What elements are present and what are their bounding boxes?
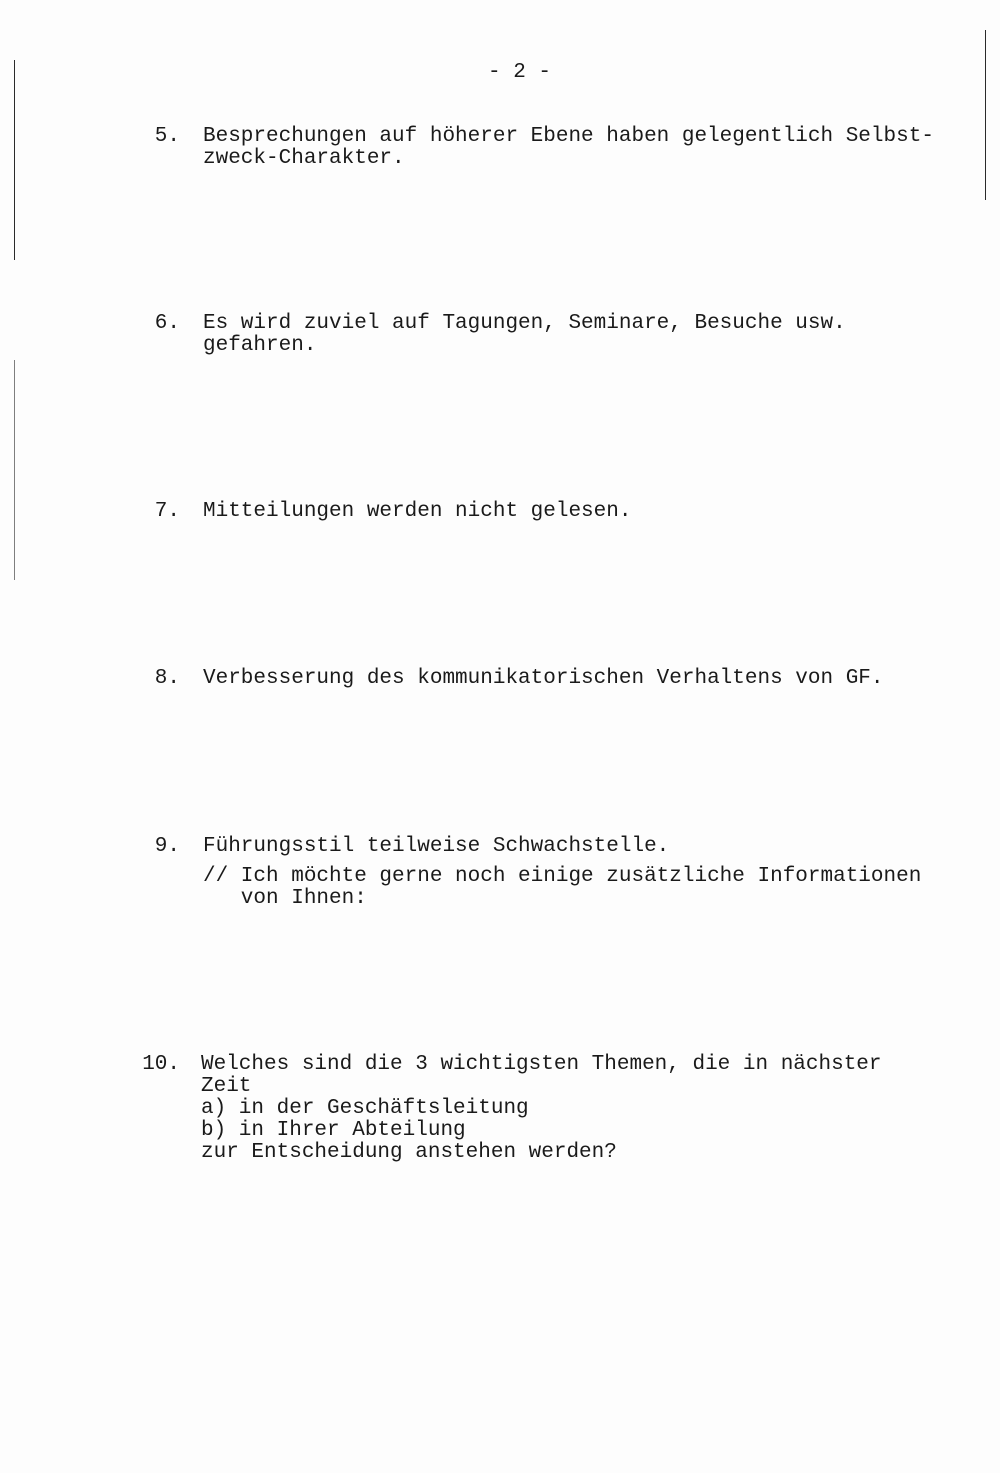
question-number: 9. [154, 835, 180, 858]
scan-edge-left [14, 60, 15, 260]
scan-edge-left-lower [14, 360, 15, 580]
question-number: 10. [142, 1053, 180, 1076]
question-text-line: b) in Ihrer Abteilung [201, 1119, 466, 1142]
scan-edge-right [985, 30, 986, 200]
question-number: 5. [154, 125, 180, 148]
page-number: - 2 - [488, 61, 552, 84]
question-number: 6. [154, 312, 180, 335]
question-text-line: Mitteilungen werden nicht gelesen. [203, 500, 632, 523]
question-text-line: Verbesserung des kommunikatorischen Verhaltens von GF. [203, 667, 884, 690]
question-text-line: zur Entscheidung anstehen werden? [201, 1141, 617, 1164]
question-text-line: zweck-Charakter. [203, 147, 405, 170]
question-number: 8. [154, 667, 180, 690]
question-text-line: gefahren. [203, 334, 317, 357]
question-text-line: Zeit [201, 1075, 252, 1098]
question-text-line: Es wird zuviel auf Tagungen, Seminare, Besuche usw. [203, 312, 846, 335]
interviewer-note-line: // Ich möchte gerne noch einige zusätzliche Informationen [203, 865, 922, 888]
interviewer-note-line: von Ihnen: [203, 887, 367, 910]
question-number: 7. [154, 500, 180, 523]
question-text-line: Besprechungen auf höherer Ebene haben gelegentlich Selbst- [203, 125, 934, 148]
question-text-line: a) in der Geschäftsleitung [201, 1097, 529, 1120]
question-text-line: Führungsstil teilweise Schwachstelle. [203, 835, 670, 858]
question-text-line: Welches sind die 3 wichtigsten Themen, die in nächster [201, 1053, 882, 1076]
